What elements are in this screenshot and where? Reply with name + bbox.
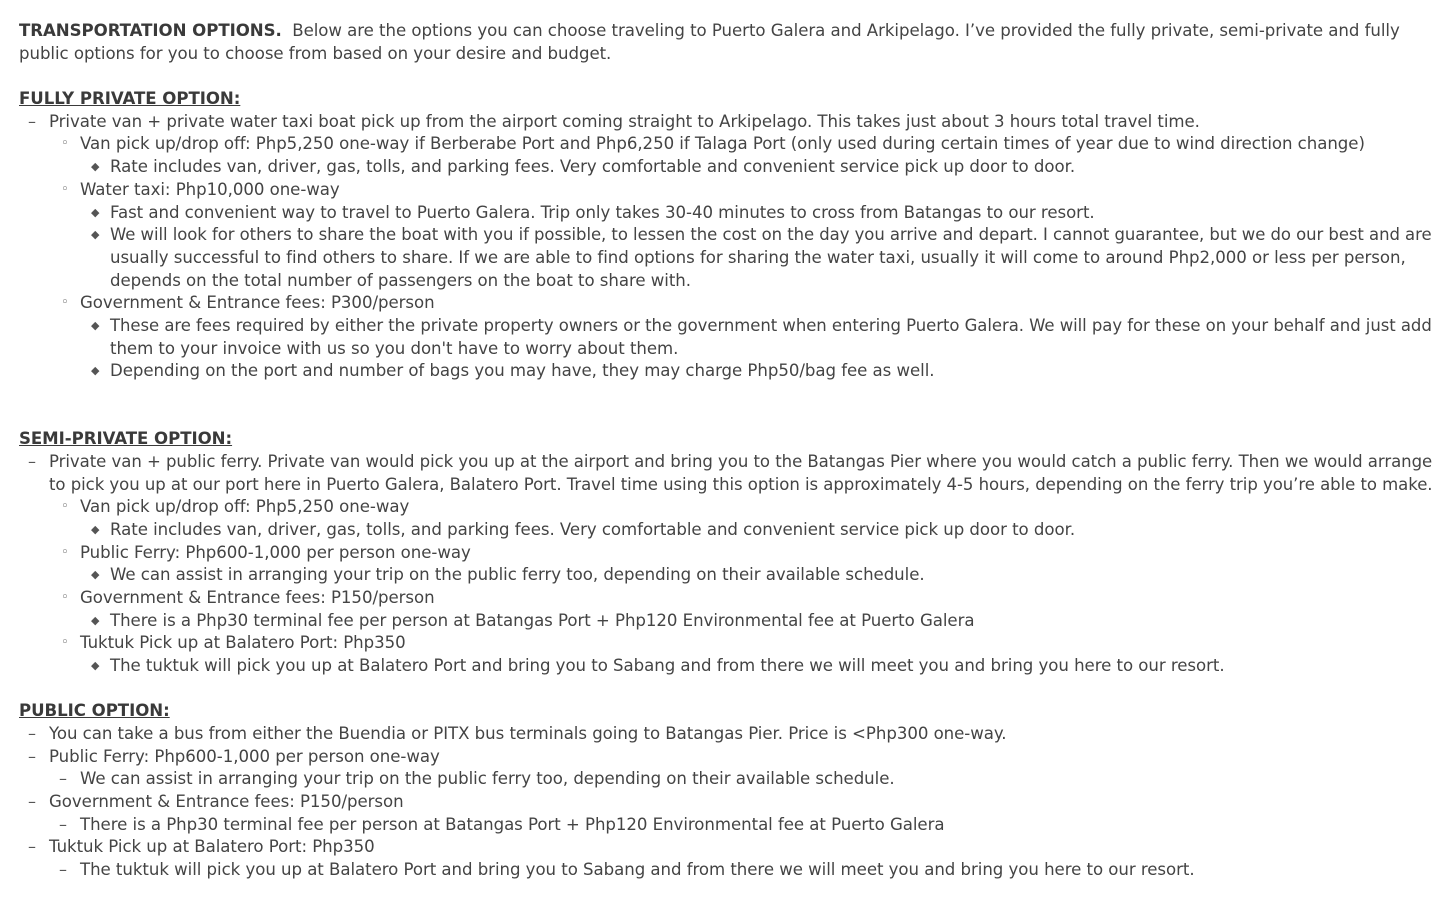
list-item: Private van + public ferry. Private van would pick you up at the airport and bring you to the Batangas Pier where you would catch a public ferry. Then we would arrange: [49, 452, 1433, 471]
diamond-bullet: ◆: [91, 614, 100, 627]
list-item: The tuktuk will pick you up at Balatero Port and bring you to Sabang and from there we will meet you and bring you here to our resort.: [110, 656, 1225, 675]
circle-bullet: ◦: [61, 136, 69, 151]
diamond-bullet: ◆: [91, 160, 100, 173]
circle-bullet: ◦: [61, 499, 69, 514]
list-item: There is a Php30 terminal fee per person at Batangas Port + Php120 Environmental fee at Puerto Galera: [80, 815, 945, 834]
list-item: Van pick up/drop off: Php5,250 one-way: [80, 497, 410, 516]
circle-bullet: ◦: [61, 182, 69, 197]
diamond-bullet: ◆: [91, 228, 100, 241]
list-item-continued: usually successful to find others to share. If we are able to find options for sharing the water taxi, usually it will come to around Php2,000 or less per person,: [110, 248, 1406, 267]
list-item: You can take a bus from either the Buendia or PITX bus terminals going to Batangas Pier. Price is <Php300 one-way.: [49, 724, 1007, 743]
list-item: Rate includes van, driver, gas, tolls, and parking fees. Very comfortable and convenient service pick up door to door.: [110, 157, 1076, 176]
diamond-bullet: ◆: [91, 659, 100, 672]
list-item: These are fees required by either the private property owners or the government when entering Puerto Galera. We will pay for these on your behalf and just add: [110, 316, 1432, 335]
circle-bullet: ◦: [61, 635, 69, 650]
list-item: Government & Entrance fees: P150/person: [80, 588, 435, 607]
list-item: There is a Php30 terminal fee per person at Batangas Port + Php120 Environmental fee at Puerto Galera: [110, 611, 975, 630]
diamond-bullet: ◆: [91, 206, 100, 219]
circle-bullet: ◦: [61, 545, 69, 560]
list-item: Government & Entrance fees: P300/person: [80, 293, 435, 312]
intro-text: Below are the options you can choose traveling to Puerto Galera and Arkipelago. I’ve provided the fully private, semi-private and fully: [292, 21, 1400, 40]
dash-bullet: –: [59, 815, 67, 834]
dash-bullet: –: [28, 837, 36, 856]
list-item: Public Ferry: Php600-1,000 per person one-way: [49, 747, 440, 766]
circle-bullet: ◦: [61, 295, 69, 310]
list-item: Depending on the port and number of bags you may have, they may charge Php50/bag fee as well.: [110, 361, 935, 380]
list-item: Rate includes van, driver, gas, tolls, and parking fees. Very comfortable and convenient service pick up door to door.: [110, 520, 1076, 539]
list-item: We can assist in arranging your trip on the public ferry too, depending on their available schedule.: [80, 769, 895, 788]
heading-fully-private: FULLY PRIVATE OPTION:: [19, 89, 241, 108]
intro-line-1: [19, 20, 1400, 43]
list-item: We will look for others to share the boat with you if possible, to lessen the cost on the day you arrive and depart. I cannot guarantee, but we do our best and are: [110, 225, 1432, 244]
dash-bullet: –: [28, 792, 36, 811]
list-item: Government & Entrance fees: P150/person: [49, 792, 404, 811]
list-item: Tuktuk Pick up at Balatero Port: Php350: [80, 633, 406, 652]
heading-semi-private: SEMI-PRIVATE OPTION:: [19, 429, 233, 448]
heading-public: PUBLIC OPTION:: [19, 701, 170, 720]
list-item: Private van + private water taxi boat pick up from the airport coming straight to Arkipelago. This takes just about 3 hours total travel time.: [49, 112, 1200, 131]
list-item-continued: them to your invoice with us so you don't have to worry about them.: [110, 339, 679, 358]
dash-bullet: –: [28, 747, 36, 766]
list-item: Van pick up/drop off: Php5,250 one-way if Berberabe Port and Php6,250 if Talaga Port (only used during certain times of year due to wind direction change): [80, 134, 1365, 153]
diamond-bullet: ◆: [91, 319, 100, 332]
document-title: TRANSPORTATION OPTIONS.: [19, 21, 282, 40]
dash-bullet: –: [59, 860, 67, 879]
list-item: Fast and convenient way to travel to Puerto Galera. Trip only takes 30-40 minutes to cross from Batangas to our resort.: [110, 203, 1095, 222]
diamond-bullet: ◆: [91, 364, 100, 377]
list-item-continued: to pick you up at our port here in Puerto Galera, Balatero Port. Travel time using this option is approximately 4-5 hours, depending on the ferry trip you’re able to make.: [49, 475, 1433, 494]
dash-bullet: –: [28, 724, 36, 743]
intro-line-2: public options for you to choose from based on your desire and budget.: [19, 44, 612, 63]
dash-bullet: –: [59, 769, 67, 788]
diamond-bullet: ◆: [91, 523, 100, 536]
list-item-continued: depends on the total number of passengers on the boat to share with.: [110, 271, 692, 290]
list-item: Tuktuk Pick up at Balatero Port: Php350: [49, 837, 375, 856]
diamond-bullet: ◆: [91, 568, 100, 581]
circle-bullet: ◦: [61, 590, 69, 605]
dash-bullet: –: [28, 112, 36, 131]
list-item: The tuktuk will pick you up at Balatero Port and bring you to Sabang and from there we will meet you and bring you here to our resort.: [80, 860, 1195, 879]
list-item: Water taxi: Php10,000 one-way: [80, 180, 340, 199]
list-item: Public Ferry: Php600-1,000 per person one-way: [80, 543, 471, 562]
list-item: We can assist in arranging your trip on the public ferry too, depending on their available schedule.: [110, 565, 925, 584]
dash-bullet: –: [28, 452, 36, 471]
